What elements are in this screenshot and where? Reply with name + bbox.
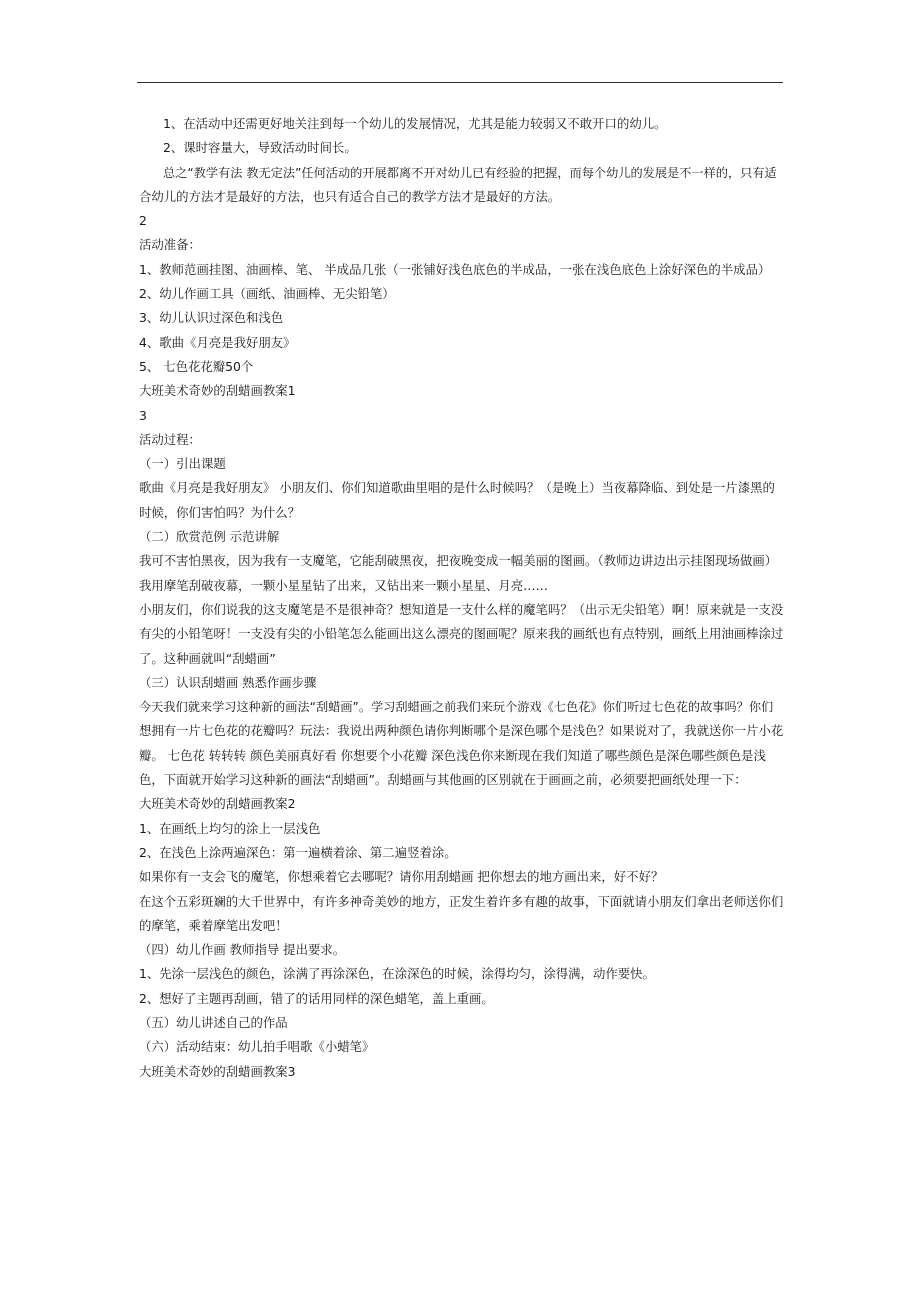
text-line: 活动过程： (139, 431, 201, 447)
text-line: 我用摩笔刮破夜幕，一颗小星星钻了出来，又钻出来一颗小星星、月亮…… (139, 577, 548, 593)
text-line: 想拥有一片七色花的花瓣吗？玩法：我说出两种颜色请你判断哪个是深色哪个是浅色？如果说对了，我就送你一片小花 (139, 723, 783, 739)
document-body (139, 112, 783, 1084)
text-line: 小朋友们，你们说我的这支魔笔是不是很神奇？想知道是一支什么样的魔笔吗？（出示无尖铅笔）啊！原来就是一支没 (139, 601, 783, 617)
text-line: 歌曲《月亮是我好朋友》 小朋友们、你们知道歌曲里唱的是什么时候吗？（是晚上）当夜幕降临、到处是一片漆黑的 (139, 480, 775, 496)
text-line: 2、在浅色上涂两遍深色：第一遍横着涂、第二遍竖着涂。 (139, 844, 457, 860)
text-line: 大班美术奇妙的刮蜡画教案2 (139, 796, 296, 812)
text-line: 2 (139, 213, 147, 229)
text-line: 3、幼儿认识过深色和浅色 (139, 310, 284, 326)
text-line: （五）幼儿讲述自己的作品 (139, 1014, 288, 1030)
text-line: （二）欣赏范例 示范讲解 (139, 529, 280, 545)
text-line: 2、课时容量大，导致活动时间长。 (163, 140, 357, 156)
text-line: 大班美术奇妙的刮蜡画教案3 (139, 1063, 296, 1079)
text-line: （三）认识刮蜡画 熟悉作画步骤 (139, 674, 317, 690)
text-line: 1、在画纸上均匀的涂上一层浅色 (139, 820, 321, 836)
text-line: 了。这种画就叫“刮蜡画” (139, 650, 276, 666)
text-line: 总之“教学有法 教无定法”任何活动的开展都离不开对幼儿已有经验的把握，而每个幼儿的发展是不一样的，只有适 (163, 165, 777, 180)
text-line: 瓣。 七色花 转转转 颜色美丽真好看 你想要个小花瓣 深色浅色你来断现在我们知道了哪些颜色是深色哪些颜色是浅 (139, 747, 766, 763)
text-line: 在这个五彩斑斓的大千世界中，有许多神奇美妙的地方，正发生着许多有趣的故事，下面就请小朋友们拿出老师送你们 (139, 893, 783, 909)
text-line: 色，下面就开始学习这种新的画法“刮蜡画”。刮蜡画与其他画的区别就在于画画之前，必须要把画纸处理一下： (139, 772, 747, 788)
text-line: 如果你有一支会飞的魔笔，你想乘着它去哪呢？请你用刮蜡画 把你想去的地方画出来，好不好？ (139, 869, 664, 885)
text-line: 1、先涂一层浅色的颜色，涂满了再涂深色，在涂深色的时候，涂得均匀，涂得满，动作要快。 (139, 966, 655, 982)
text-line: 大班美术奇妙的刮蜡画教案1 (139, 383, 296, 399)
text-line: 今天我们就来学习这种新的画法“刮蜡画”。学习刮蜡画之前我们来玩个游戏《七色花》你们听过七色花的故事吗？你们 (139, 700, 774, 715)
text-line: 我可不害怕黑夜，因为我有一支魔笔，它能刮破黑夜，把夜晚变成一幅美丽的图画。（教师边讲边出示挂图现场做画） (139, 553, 778, 569)
text-line: 时候，你们害怕吗？为什么？ (139, 504, 301, 520)
text-line: 活动准备： (139, 237, 201, 253)
text-line: 5、 七色花花瓣50个 (139, 358, 254, 374)
text-line: 合幼儿的方法才是最好的方法，也只有适合自己的教学方法才是最好的方法。 (139, 188, 561, 204)
text-line: （一）引出课题 (139, 456, 226, 472)
text-line: 2、幼儿作画工具（画纸、油画棒、无尖铅笔） (139, 286, 395, 302)
text-line: 3 (139, 407, 147, 423)
header-rule (137, 82, 783, 83)
text-line: 有尖的小铅笔呀！一支没有尖的小铅笔怎么能画出这么漂亮的图画呢？原来我的画纸也有点特别，画纸上用油画棒涂过 (139, 626, 783, 642)
text-line: 1、在活动中还需更好地关注到每一个幼儿的发展情况，尤其是能力较弱又不敢开口的幼儿。 (163, 116, 667, 131)
text-line: 1、教师范画挂图、油画棒、笔、 半成品几张（一张铺好浅色底色的半成品，一张在浅色底色上涂好深色的半成品） (139, 261, 771, 277)
text-line: （六）活动结束：幼儿拍手唱歌《小蜡笔》 (139, 1039, 375, 1055)
text-line: 的摩笔，乘着摩笔出发吧！ (139, 917, 288, 933)
text-line: 4、歌曲《月亮是我好朋友》 (139, 334, 296, 350)
text-line: 2、想好了主题再刮画，错了的话用同样的深色蜡笔，盖上重画。 (139, 990, 494, 1006)
text-line: （四）幼儿作画 教师指导 提出要求。 (139, 942, 346, 958)
